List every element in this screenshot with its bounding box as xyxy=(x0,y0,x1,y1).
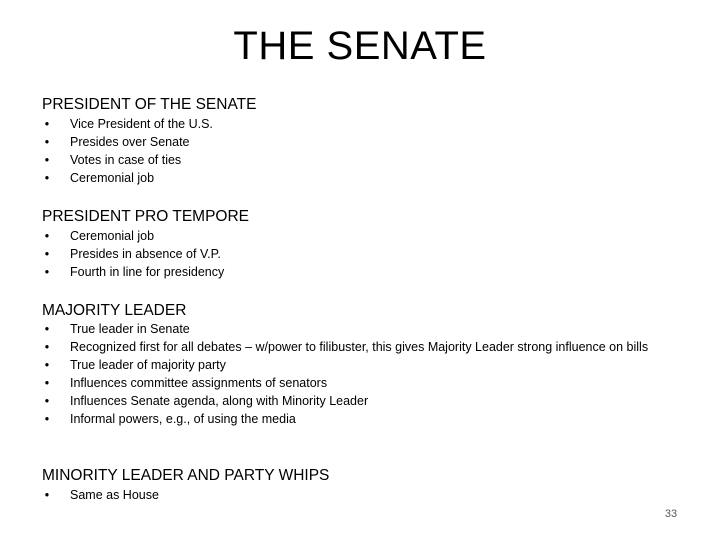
section-list-president-of-senate xyxy=(42,115,682,187)
list-item xyxy=(42,338,650,356)
list-item xyxy=(42,392,682,410)
bullet-icon: • xyxy=(44,358,50,372)
list-item-text: Ceremonial job xyxy=(70,171,155,185)
list-item-text: Fourth in line for presidency xyxy=(70,265,225,279)
list-item-text: Vice President of the U.S. xyxy=(70,117,213,131)
bullet-icon: • xyxy=(44,229,50,243)
bullet-icon: • xyxy=(44,117,50,131)
section-heading-president-of-senate: PRESIDENT OF THE SENATE xyxy=(42,96,257,113)
list-item xyxy=(42,356,682,374)
list-item-text: Influences committee assignments of senators xyxy=(70,376,328,390)
list-item xyxy=(42,169,682,187)
bullet-icon: • xyxy=(44,488,50,502)
section-heading-minority-leader-whips: MINORITY LEADER AND PARTY WHIPS xyxy=(42,467,330,484)
list-item-text: Ceremonial job xyxy=(70,229,155,243)
bullet-icon: • xyxy=(44,376,50,390)
list-item-text: Influences Senate agenda, along with Minority Leader xyxy=(70,394,369,408)
list-item-text: Presides in absence of V.P. xyxy=(70,247,221,261)
bullet-icon: • xyxy=(44,412,50,426)
list-item-text: Same as House xyxy=(70,488,159,502)
section-list-president-pro-tempore xyxy=(42,227,682,281)
list-item xyxy=(42,151,682,169)
bullet-icon: • xyxy=(44,394,50,408)
page-number: 33 xyxy=(664,508,678,520)
list-item xyxy=(42,133,682,151)
bullet-icon: • xyxy=(44,171,50,185)
bullet-icon: • xyxy=(44,340,50,354)
list-item-text: Informal powers, e.g., of using the media xyxy=(70,412,296,426)
list-item xyxy=(42,245,682,263)
section-heading-president-pro-tempore: PRESIDENT PRO TEMPORE xyxy=(42,208,249,225)
slide-title: THE SENATE xyxy=(233,24,487,68)
list-item xyxy=(42,115,682,133)
list-item-text: True leader of majority party xyxy=(70,358,226,372)
list-item xyxy=(42,410,682,428)
section-heading-majority-leader: MAJORITY LEADER xyxy=(42,302,187,319)
list-item xyxy=(42,263,682,281)
section-list-majority-leader xyxy=(42,320,682,428)
bullet-icon: • xyxy=(44,322,50,336)
list-item xyxy=(42,227,682,245)
bullet-icon: • xyxy=(44,247,50,261)
list-item-text: Votes in case of ties xyxy=(70,153,182,167)
list-item-text: Presides over Senate xyxy=(70,135,190,149)
bullet-icon: • xyxy=(44,135,50,149)
list-item-text: Recognized first for all debates – w/power to filibuster, this gives Majority Leader strong influence on bills xyxy=(70,340,649,354)
bullet-icon: • xyxy=(44,153,50,167)
list-item-text: True leader in Senate xyxy=(70,322,190,336)
list-item xyxy=(42,486,682,504)
list-item xyxy=(42,320,682,338)
bullet-icon: • xyxy=(44,265,50,279)
list-item xyxy=(42,374,682,392)
section-list-minority-leader-whips xyxy=(42,486,682,504)
